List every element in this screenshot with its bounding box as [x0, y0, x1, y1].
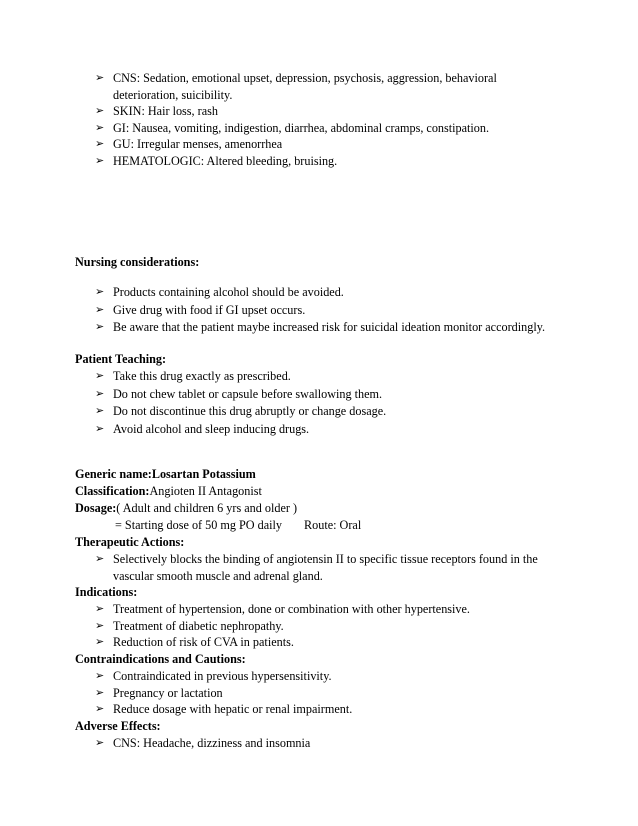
arrow-bullet-icon: ➢: [95, 121, 105, 134]
arrow-bullet-icon: ➢: [95, 105, 105, 117]
list-item: ➢ Give drug with food if GI upset occurs.: [95, 302, 306, 317]
nursing-list: [0, 284, 638, 337]
list-item: ➢ HEMATOLOGIC: Altered bleeding, bruising.: [95, 153, 338, 168]
classification-line: [75, 483, 262, 500]
list-item: ➢ Treatment of diabetic nephropathy.: [95, 618, 284, 633]
adverse-effects-list: [0, 735, 638, 752]
arrow-bullet-icon: ➢: [95, 286, 105, 298]
actions-heading: Therapeutic Actions:: [75, 535, 185, 549]
list-item: ➢ GI: Nausea, vomiting, indigestion, diarrhea, abdominal cramps, constipation.: [95, 120, 490, 135]
nursing-heading: Nursing considerations:: [75, 255, 200, 269]
contraindications-heading: Contraindications and Cautions:: [75, 652, 246, 666]
contraindications-list: [0, 668, 638, 718]
arrow-bullet-icon: ➢: [95, 670, 105, 682]
generic-name-value: Losartan Potassium: [151, 467, 256, 481]
arrow-bullet-icon: ➢: [95, 72, 105, 84]
list-item: ➢ Avoid alcohol and sleep inducing drugs.: [95, 421, 310, 436]
arrow-bullet-icon: ➢: [95, 737, 105, 749]
dosage-line: [75, 500, 297, 517]
list-item: ➢ Do not discontinue this drug abruptly or change dosage.: [95, 404, 387, 418]
list-item: ➢ CNS: Sedation, emotional upset, depression, psychosis, aggression, behavioral deterioration, suicibility.: [95, 71, 497, 102]
list-item: ➢ SKIN: Hair loss, rash: [95, 104, 218, 118]
arrow-bullet-icon: ➢: [95, 321, 105, 333]
dosage-detail-line: [115, 517, 361, 534]
arrow-bullet-icon: ➢: [95, 405, 105, 417]
dosage-value: ( Adult and children 6 yrs and older ): [116, 501, 298, 515]
list-item: ➢ Do not chew tablet or capsule before swallowing them.: [95, 386, 383, 401]
arrow-bullet-icon: ➢: [95, 636, 105, 648]
arrow-bullet-icon: ➢: [95, 387, 105, 400]
arrow-bullet-icon: ➢: [95, 154, 105, 167]
list-item: ➢ Contraindicated in previous hypersensitivity.: [95, 669, 332, 683]
list-item: ➢ Reduce dosage with hepatic or renal impairment.: [95, 702, 353, 716]
list-item: ➢ CNS: Headache, dizziness and insomnia: [95, 736, 311, 750]
adverse-effects-continued-list: [0, 70, 638, 169]
indications-list: [0, 601, 638, 651]
classification-label: Classification:: [75, 484, 150, 498]
dosage-label: Dosage:: [75, 501, 117, 515]
arrow-bullet-icon: ➢: [95, 686, 105, 699]
route-text: Route: Oral: [304, 518, 362, 532]
list-item: ➢ Selectively blocks the binding of angiotensin II to specific tissue receptors found in the vascular smooth muscle and adrenal gland.: [95, 552, 538, 583]
generic-name-label: Generic name:: [75, 467, 152, 481]
list-item: ➢ Pregnancy or lactation: [95, 685, 223, 700]
arrow-bullet-icon: ➢: [95, 303, 105, 316]
actions-list: [0, 551, 638, 585]
arrow-bullet-icon: ➢: [95, 138, 105, 150]
arrow-bullet-icon: ➢: [95, 553, 105, 565]
list-item: ➢ Treatment of hypertension, done or combination with other hypertensive.: [95, 602, 470, 616]
list-item: ➢ Be aware that the patient maybe increased risk for suicidal ideation monitor accordingly.: [95, 320, 546, 334]
list-item: ➢ Products containing alcohol should be avoided.: [95, 285, 344, 299]
arrow-bullet-icon: ➢: [95, 370, 105, 382]
dosage-detail: = Starting dose of 50 mg PO daily: [115, 518, 282, 532]
teaching-list: [0, 368, 638, 438]
arrow-bullet-icon: ➢: [95, 619, 105, 632]
arrow-bullet-icon: ➢: [95, 703, 105, 715]
list-item: ➢ GU: Irregular menses, amenorrhea: [95, 137, 283, 151]
generic-name-line: [75, 466, 256, 483]
list-item: ➢ Take this drug exactly as prescribed.: [95, 369, 291, 383]
list-item: ➢ Reduction of risk of CVA in patients.: [95, 635, 294, 649]
indications-heading: Indications:: [75, 585, 138, 599]
classification-value: Angioten II Antagonist: [149, 484, 262, 498]
arrow-bullet-icon: ➢: [95, 422, 105, 435]
adverse-effects-heading: Adverse Effects:: [75, 719, 161, 733]
teaching-heading: Patient Teaching:: [75, 352, 167, 366]
arrow-bullet-icon: ➢: [95, 603, 105, 615]
